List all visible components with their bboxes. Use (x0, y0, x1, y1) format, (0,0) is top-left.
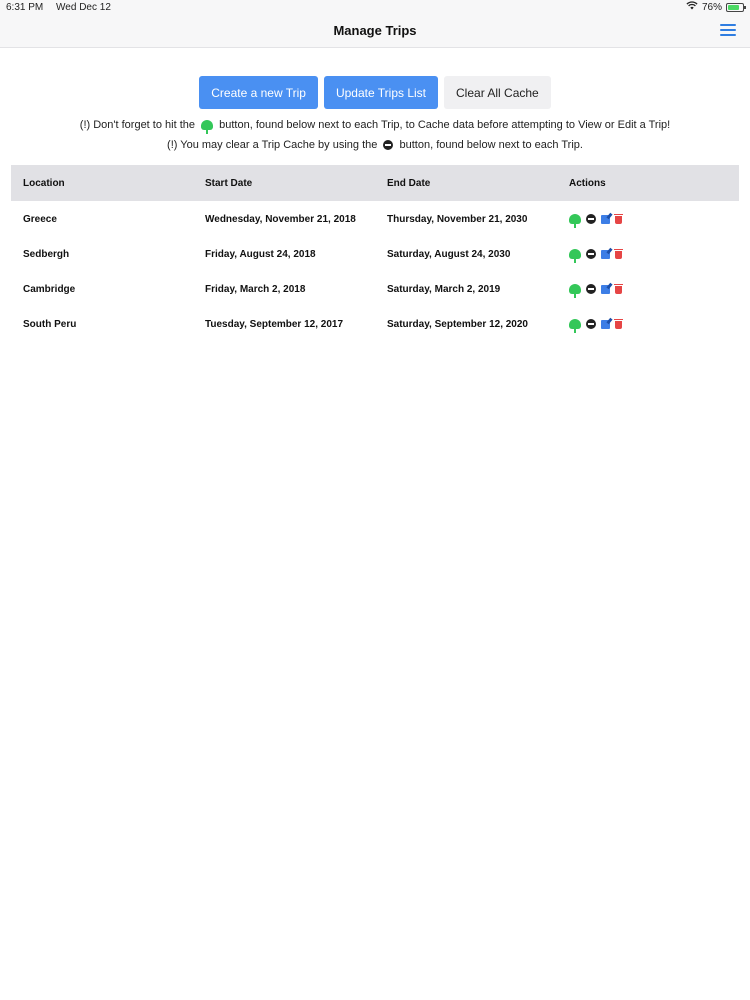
cell-start-date: Wednesday, November 21, 2018 (205, 214, 356, 225)
menu-line (720, 29, 736, 31)
trash-icon[interactable] (615, 321, 622, 329)
cache-cloud-icon[interactable] (569, 319, 581, 329)
table-row (11, 236, 739, 271)
status-bar (0, 0, 750, 14)
cache-note-after: button, found below next to each Trip, to Cache data before attempting to View or Edit a Trip! (219, 119, 671, 131)
status-right (686, 1, 744, 13)
cell-start-date: Tuesday, September 12, 2017 (205, 319, 344, 330)
battery-percent: 76% (701, 1, 722, 13)
row-actions (569, 248, 727, 259)
clear-cache-button[interactable]: Clear All Cache (444, 76, 551, 109)
table-row (11, 271, 739, 306)
cell-location: Greece (23, 214, 57, 225)
create-trip-button[interactable]: Create a new Trip (199, 76, 318, 109)
header-location: Location (11, 165, 193, 201)
clear-cache-icon[interactable] (586, 319, 596, 329)
row-actions (569, 283, 727, 294)
edit-icon[interactable] (601, 250, 610, 259)
minus-circle-icon (383, 140, 393, 150)
trips-table (11, 165, 739, 341)
cache-note (0, 119, 750, 131)
hamburger-menu-icon[interactable] (720, 24, 736, 36)
cache-note-before: (!) Don't forget to hit the (79, 119, 195, 131)
header-end-date: End Date (375, 165, 557, 201)
table-header-row (11, 165, 739, 201)
table-row (11, 201, 739, 236)
cell-location: Sedbergh (23, 249, 70, 260)
cache-cloud-icon[interactable] (569, 249, 581, 259)
nav-bar (0, 14, 750, 48)
status-left (6, 2, 121, 13)
cell-location: South Peru (23, 319, 77, 330)
clear-cache-icon[interactable] (586, 284, 596, 294)
cell-start-date: Friday, August 24, 2018 (205, 249, 316, 260)
edit-icon[interactable] (601, 285, 610, 294)
row-actions (569, 213, 727, 224)
trash-icon[interactable] (615, 251, 622, 259)
cell-end-date: Saturday, March 2, 2019 (387, 284, 501, 295)
trash-icon[interactable] (615, 286, 622, 294)
header-start-date: Start Date (193, 165, 375, 201)
menu-line (720, 24, 736, 26)
cell-actions (557, 271, 739, 306)
edit-icon[interactable] (601, 320, 610, 329)
cloud-icon (201, 120, 213, 130)
cell-end-date: Thursday, November 21, 2030 (387, 214, 528, 225)
clear-note-after: button, found below next to each Trip. (399, 139, 583, 151)
status-time: 6:31 PM (6, 1, 44, 13)
menu-line (720, 34, 736, 36)
cell-start-date: Friday, March 2, 2018 (205, 284, 306, 295)
cell-actions (557, 201, 739, 236)
row-actions (569, 318, 727, 329)
battery-fill (728, 5, 739, 10)
clear-cache-icon[interactable] (586, 214, 596, 224)
cache-cloud-icon[interactable] (569, 214, 581, 224)
header-actions: Actions (557, 165, 739, 201)
trash-icon[interactable] (615, 216, 622, 224)
wifi-icon (686, 1, 698, 13)
cache-cloud-icon[interactable] (569, 284, 581, 294)
cell-actions (557, 306, 739, 341)
cell-end-date: Saturday, September 12, 2020 (387, 319, 528, 330)
clear-cache-icon[interactable] (586, 249, 596, 259)
page-title: Manage Trips (333, 23, 417, 38)
action-buttons (0, 76, 750, 109)
cell-location: Cambridge (23, 284, 76, 295)
cell-end-date: Saturday, August 24, 2030 (387, 249, 511, 260)
cell-actions (557, 236, 739, 271)
table-row (11, 306, 739, 341)
clear-note-before: (!) You may clear a Trip Cache by using the (167, 139, 378, 151)
battery-icon (726, 3, 744, 12)
update-trips-button[interactable]: Update Trips List (324, 76, 438, 109)
clear-note (0, 139, 750, 151)
status-date: Wed Dec 12 (56, 1, 111, 13)
edit-icon[interactable] (601, 215, 610, 224)
